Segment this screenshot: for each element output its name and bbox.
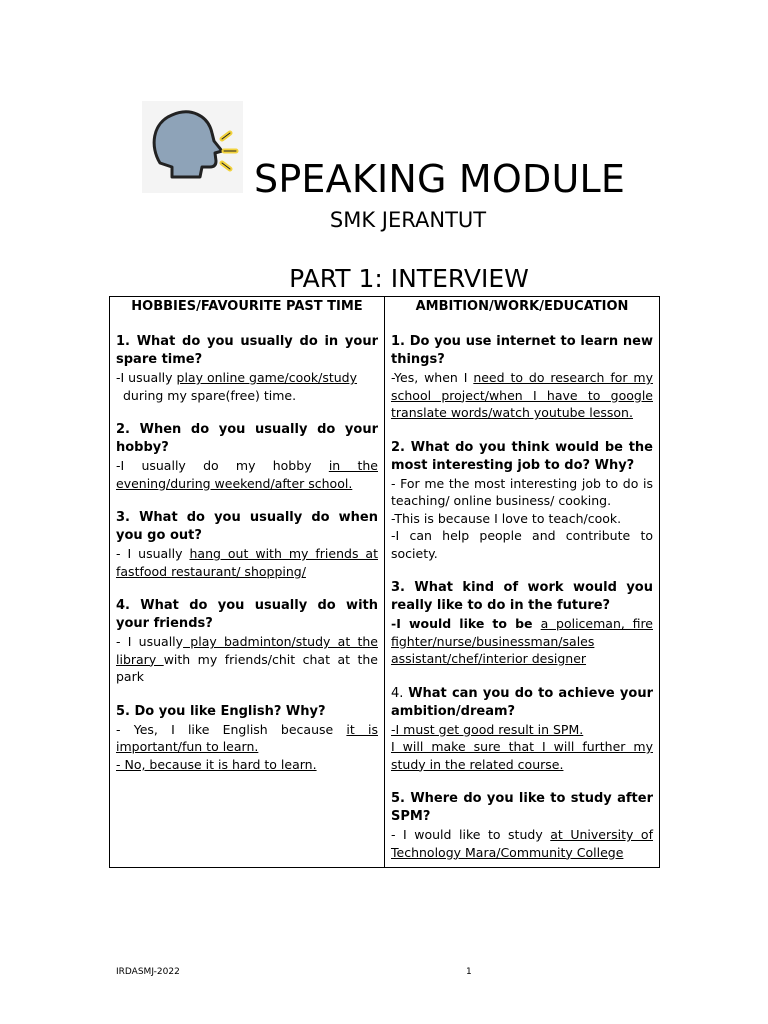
answer-1-line-2: during my spare(free) time. [123, 387, 297, 403]
answer-3: -I would like to be a policeman, fire fighter/nurse/businessman/sales assistant/chef/interior designer [391, 616, 653, 666]
ambition-column [385, 297, 660, 868]
answer-4: - I usually play badminton/study at the library with my friends/chit chat at the park [116, 634, 378, 684]
question-3: 3. What do you usually do when you go out? [116, 510, 378, 543]
column-header-hobbies: HOBBIES/FAVOURITE PAST TIME [131, 299, 363, 314]
page-number: 1 [466, 967, 472, 977]
question-1: 1. What do you usually do in your spare time? [116, 334, 378, 367]
answer-2: -I usually do my hobby in the evening/during weekend/after school. [116, 458, 378, 491]
footer-code: IRDASMJ-2022 [116, 967, 180, 977]
question-5: 5. Do you like English? Why? [116, 703, 326, 719]
answer-4: -I must get good result in SPM. [391, 721, 584, 737]
column-header-ambition: AMBITION/WORK/EDUCATION [415, 299, 629, 314]
question-2: 2. What do you think would be the most interesting job to do? Why? [391, 439, 653, 473]
question-3: 3. What kind of work would you really like to do in the future? [391, 580, 653, 613]
answer-5: - I would like to study at University of Technology Mara/Community College [391, 827, 653, 860]
answer-2: - For me the most interesting job to do is teaching/ online business/ cooking. [391, 475, 653, 508]
question-5: 5. Where do you like to study after SPM? [391, 791, 653, 824]
question-4: 4. What can you do to achieve your ambition/dream? [391, 685, 653, 719]
speaking-head-icon [142, 101, 243, 193]
school-name: SMK JERANTUT [329, 208, 487, 232]
page-title: SPEAKING MODULE [254, 157, 626, 201]
answer-2-line-2: -This is because I love to teach/cook. [391, 510, 622, 526]
answer-1: -I usually play online game/cook/study [116, 370, 358, 385]
answer-3: - I usually hang out with my friends at fastfood restaurant/ shopping/ [116, 546, 378, 579]
answer-5: - Yes, I like English because it is important/fun to learn. [116, 721, 378, 754]
answer-5-line-2: - No, because it is hard to learn. [116, 756, 317, 772]
question-1: 1. Do you use internet to learn new things? [391, 334, 653, 367]
question-2: 2. When do you usually do your hobby? [116, 422, 378, 455]
answer-4-line-2: I will make sure that I will further my study in the related course. [391, 739, 653, 772]
hobbies-column [110, 297, 385, 868]
interview-table [109, 296, 660, 868]
part-heading: PART 1: INTERVIEW [289, 264, 529, 293]
answer-1: -Yes, when I need to do research for my school project/when I have to google translate words/watch youtube lesson. [391, 370, 653, 420]
answer-2-line-3: -I can help people and contribute to society. [391, 528, 653, 561]
question-4: 4. What do you usually do with your friends? [116, 598, 378, 631]
